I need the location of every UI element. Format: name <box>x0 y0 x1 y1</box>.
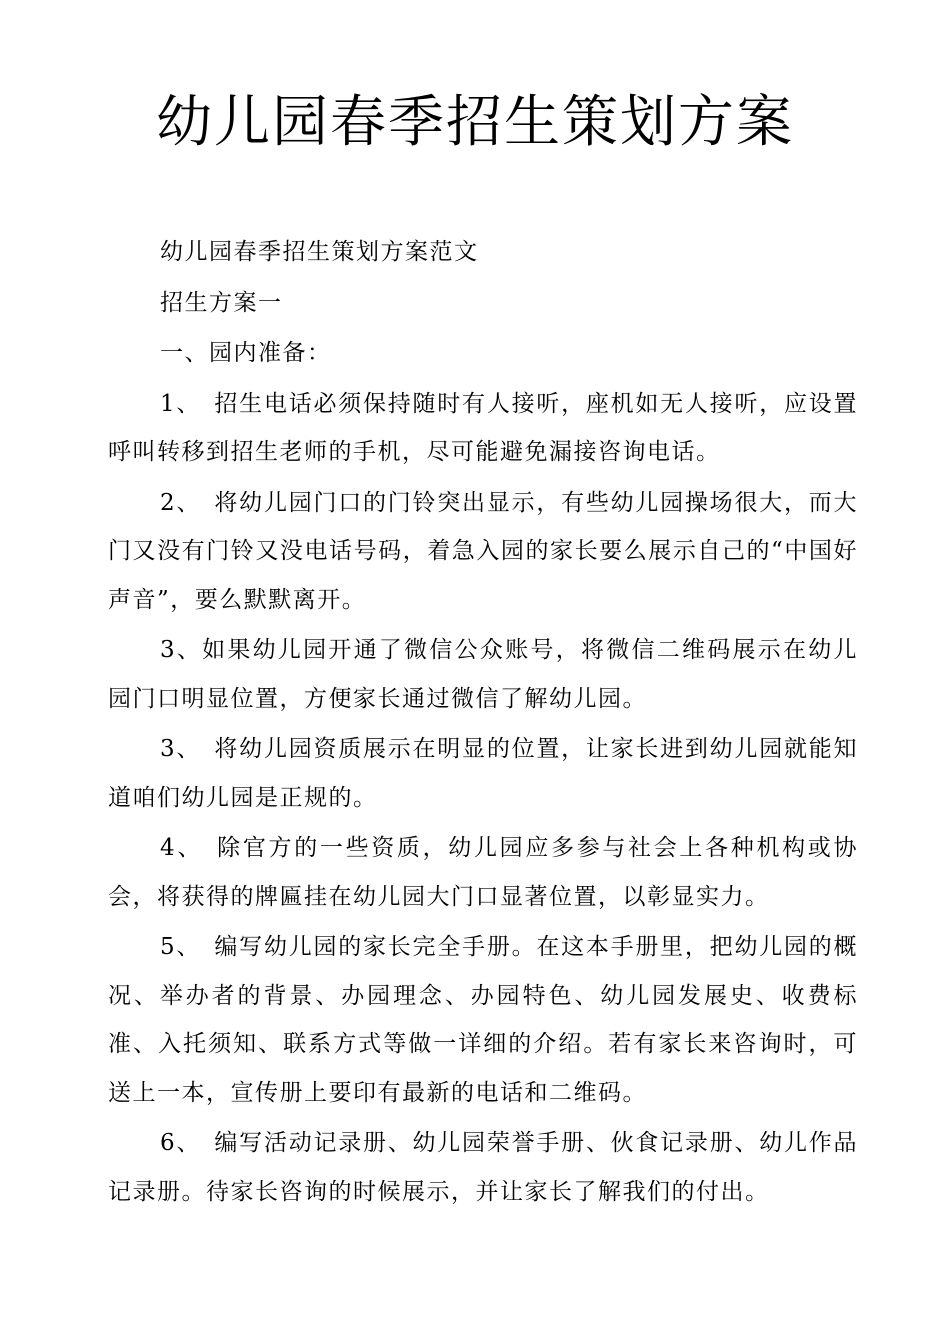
paragraph-item-3b: 3、 将幼儿园资质展示在明显的位置，让家长进到幼儿园就能知道咱们幼儿园是正规的。 <box>108 736 858 811</box>
paragraph-subtitle: 幼儿园春季招生策划方案范文 <box>160 239 479 265</box>
paragraph-item-5: 5、 编写幼儿园的家长完全手册。在这本手册里，把幼儿园的概况、举办者的背景、办园理念、办园特色、幼儿园发展史、收费标准、入托须知、联系方式等做一详细的介绍。若有家长来咨询时，可送上一本，宣传册上要印有最新的电话和二维码。 <box>108 934 858 1106</box>
paragraph-item-2: 2、 将幼儿园门口的门铃突出显示，有些幼儿园操场很大，而大门又没有门铃又没电话号码，着急入园的家长要么展示自己的“中国好声音”，要么默默离开。 <box>108 489 858 613</box>
paragraph-item-1: 1、 招生电话必须保持随时有人接听，座机如无人接听，应设置呼叫转移到招生老师的手机，尽可能避免漏接咨询电话。 <box>108 390 858 465</box>
paragraph-item-4: 4、 除官方的一些资质，幼儿园应多参与社会上各种机构或协会，将获得的牌匾挂在幼儿园大门口显著位置，以彰显实力。 <box>108 835 858 910</box>
paragraph-item-6: 6、 编写活动记录册、幼儿园荣誉手册、伙食记录册、幼儿作品记录册。待家长咨询的时候展示，并让家长了解我们的付出。 <box>108 1130 858 1205</box>
paragraph-item-3a: 3、如果幼儿园开通了微信公众账号，将微信二维码展示在幼儿园门口明显位置，方便家长通过微信了解幼儿园。 <box>108 637 858 712</box>
document-title: 幼儿园春季招生策划方案 <box>156 90 794 155</box>
document-body <box>108 228 858 1218</box>
paragraph-section-heading: 一、园内准备： <box>160 340 332 366</box>
paragraph-plan-heading: 招生方案一 <box>160 289 283 316</box>
